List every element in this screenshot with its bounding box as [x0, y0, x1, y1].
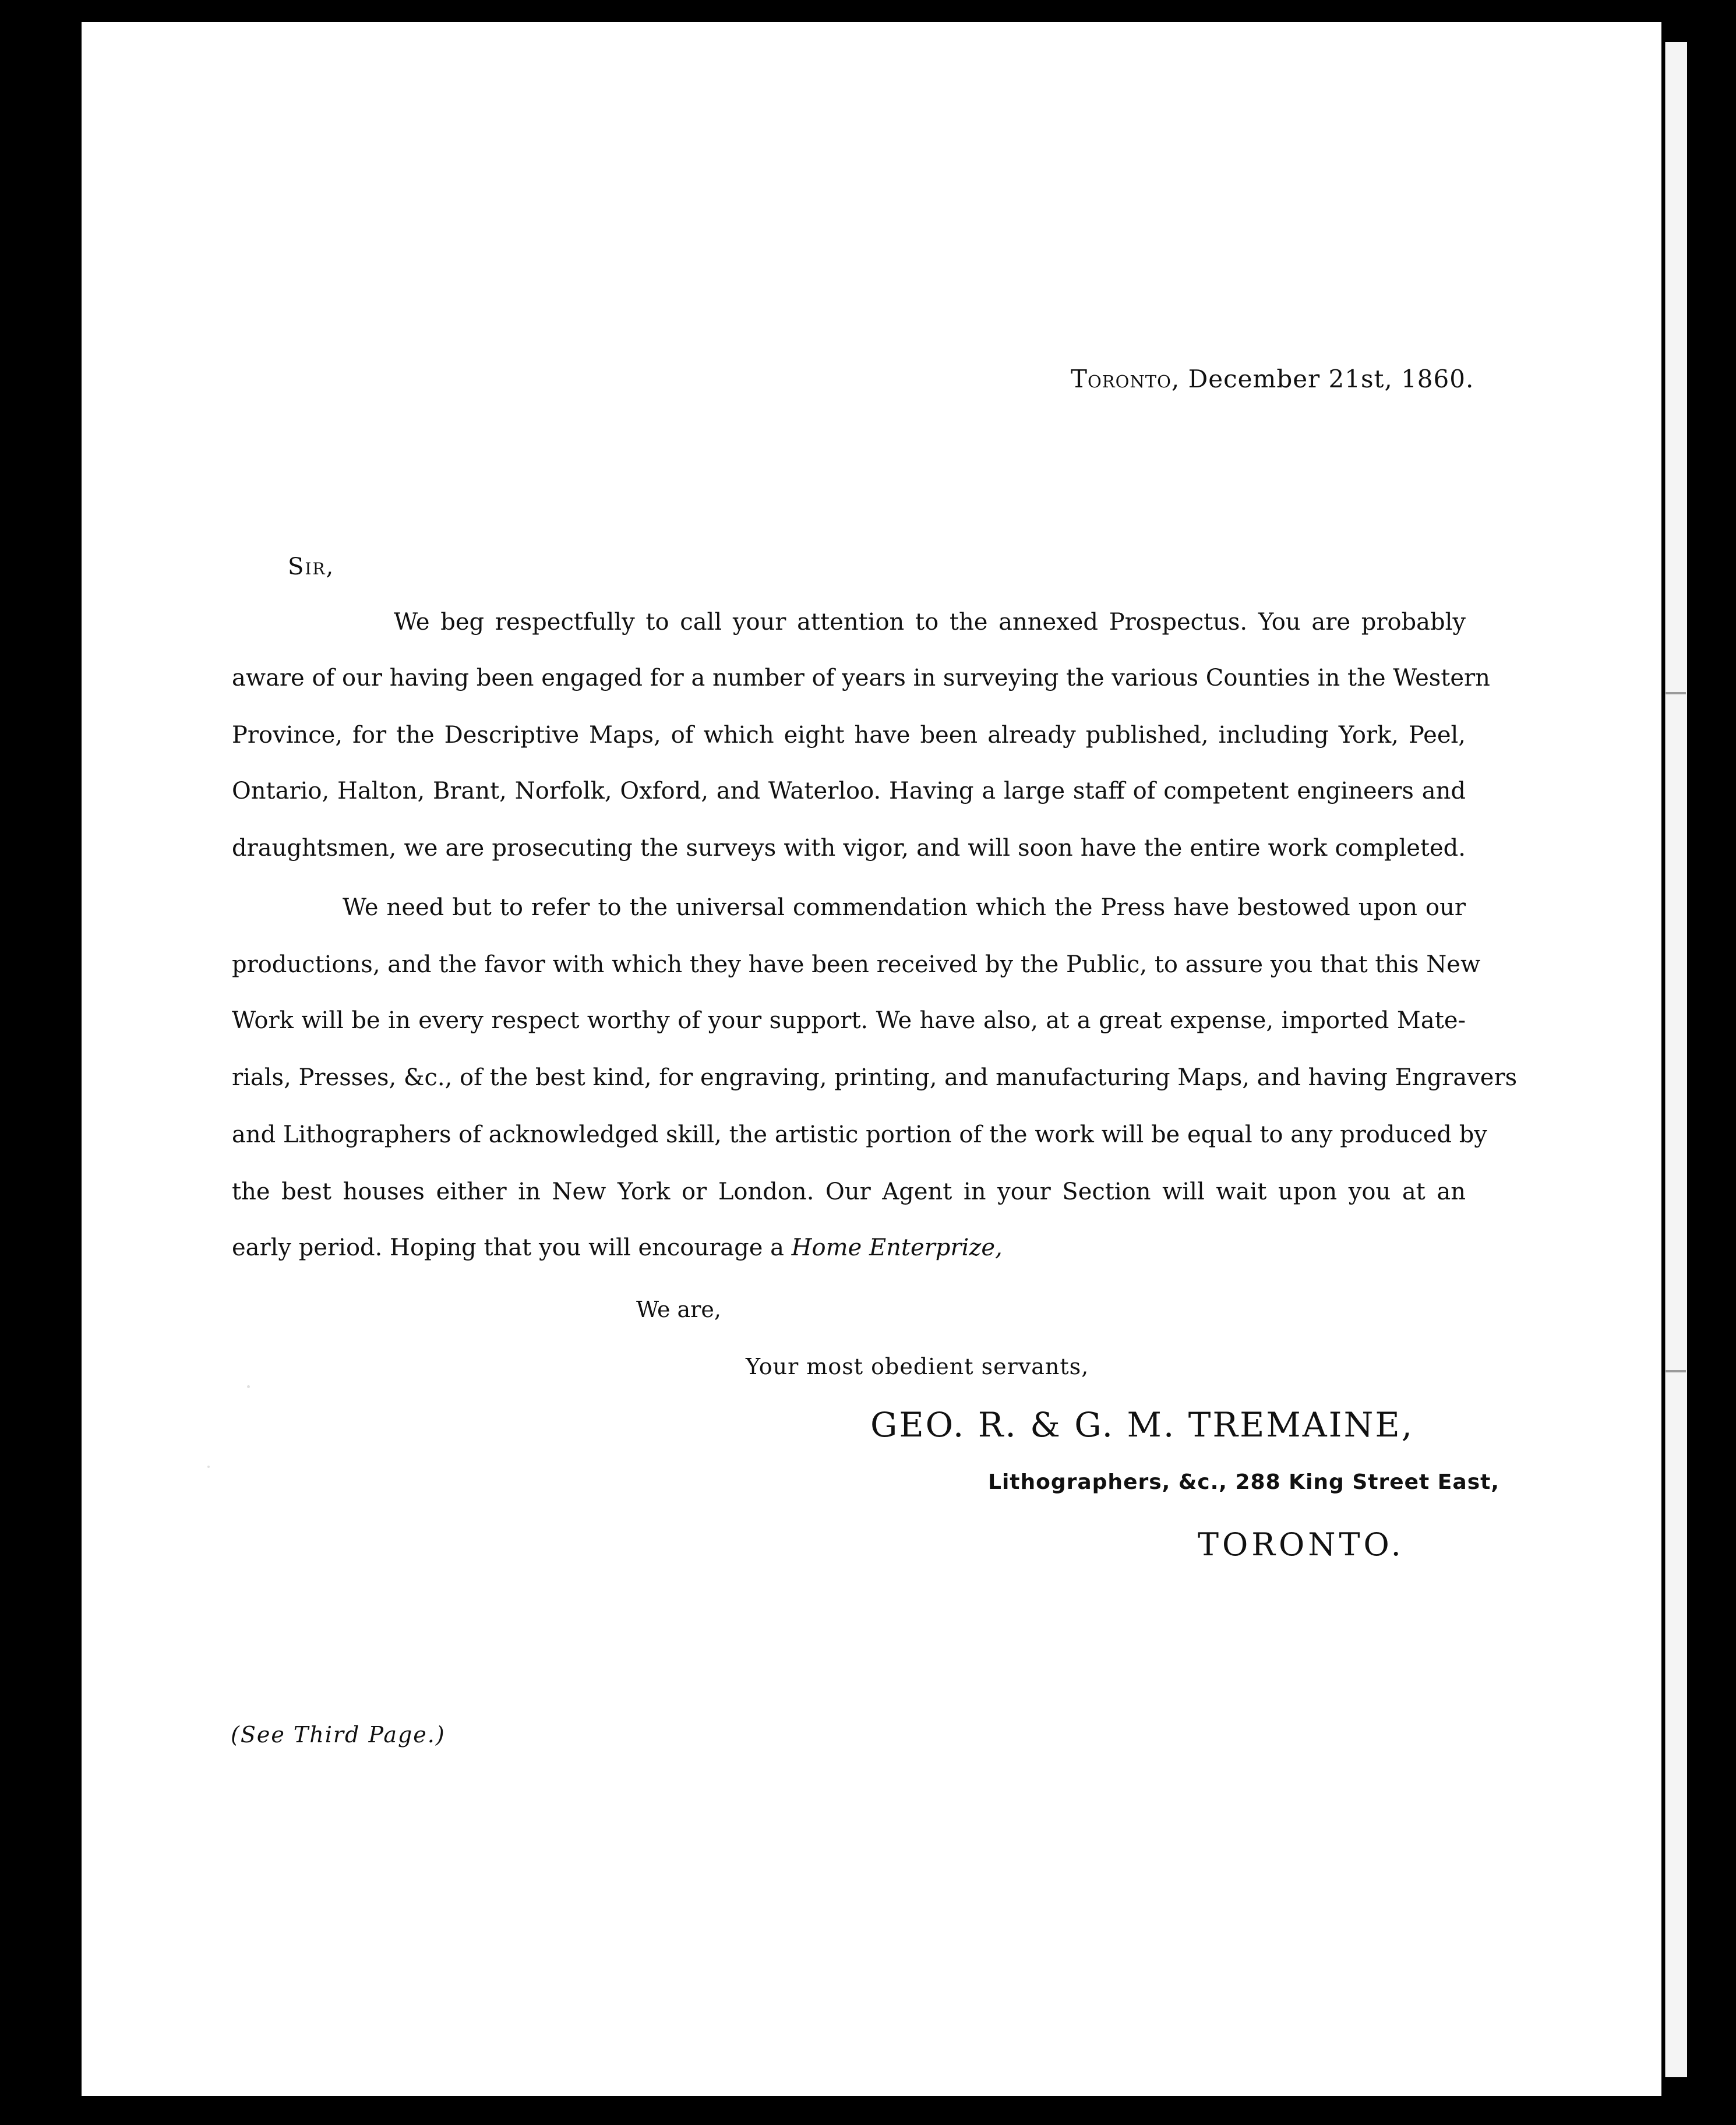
letter-page — [82, 22, 1661, 2096]
city-name: TORONTO. — [1198, 1526, 1405, 1563]
salutation: Sir, — [288, 553, 335, 580]
closing-servants: Your most obedient servants, — [746, 1354, 1089, 1379]
body-line: the best houses either in New York or London. Our Agent in your Section will wait upon you at an — [232, 1178, 1466, 1205]
body-line: Ontario, Halton, Brant, Norfolk, Oxford, and Waterloo. Having a large staff of competent engineers and — [232, 778, 1466, 804]
body-line-last — [232, 1231, 1003, 1264]
business-address: Lithographers, &c., 288 King Street East, — [988, 1470, 1499, 1494]
page-edge-shadow — [1665, 42, 1687, 2077]
paper-speck — [207, 1466, 210, 1468]
page-edge-seam — [1665, 692, 1686, 694]
body-line: draughtsmen, we are prosecuting the surveys with vigor, and will soon have the entire work completed. — [232, 835, 1466, 862]
footnote-see-third-page: (See Third Page.) — [231, 1722, 446, 1748]
dateline-place: Toronto — [1071, 365, 1172, 393]
body-line: rials, Presses, &c., of the best kind, for engraving, printing, and manufacturing Maps, and having Engravers — [232, 1064, 1518, 1091]
dateline-date: December 21st, 1860. — [1188, 365, 1474, 393]
page-edge-seam — [1665, 1370, 1686, 1372]
body-line: and Lithographers of acknowledged skill, the artistic portion of the work will be equal to any produced by — [232, 1121, 1487, 1148]
body-line: Work will be in every respect worthy of your support. We have also, at a great expense, imported Mate- — [232, 1007, 1466, 1034]
dateline: Toronto, December 21st, 1860. — [1071, 365, 1474, 393]
body-line: aware of our having been engaged for a number of years in surveying the various Counties in the Western — [232, 665, 1490, 691]
body-line-last-text: early period. Hoping that you will encourage a — [232, 1234, 784, 1261]
signature: GEO. R. & G. M. TREMAINE, — [870, 1405, 1414, 1445]
body-line: Province, for the Descriptive Maps, of which eight have been already published, including York, Peel, — [232, 722, 1466, 749]
body-line: We beg respectfully to call your attention to the annexed Prospectus. You are probably — [394, 609, 1466, 636]
paper-speck — [247, 1385, 250, 1388]
body-line: We need but to refer to the universal commendation which the Press have bestowed upon our — [343, 894, 1466, 921]
home-enterprize-italic: Home Enterprize, — [791, 1234, 1003, 1261]
body-line: productions, and the favor with which they have been received by the Public, to assure you that this New — [232, 951, 1481, 978]
closing-we-are: We are, — [636, 1297, 721, 1322]
